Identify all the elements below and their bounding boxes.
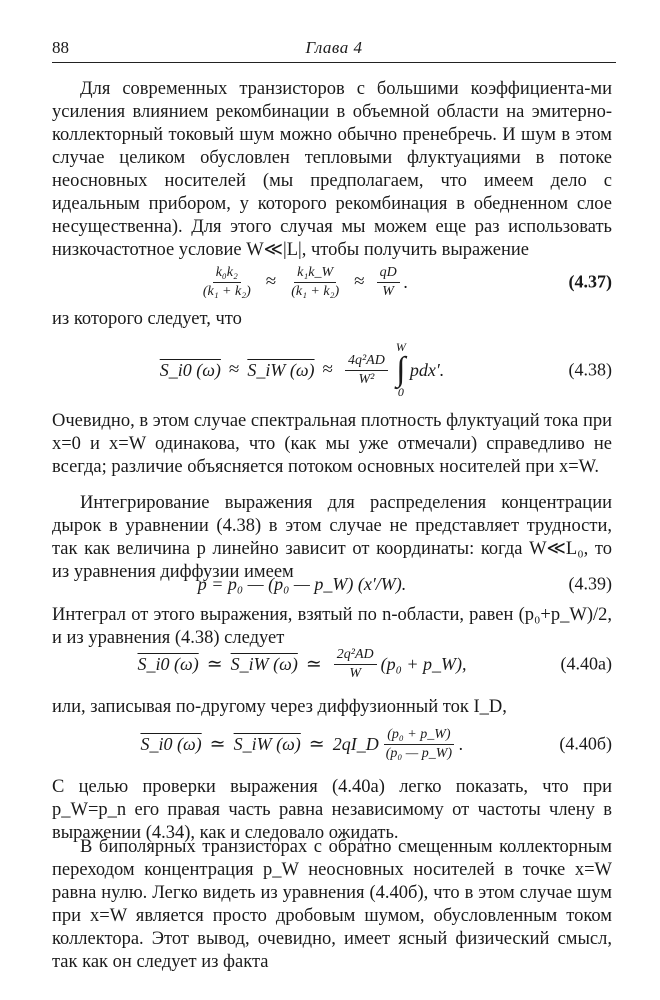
equation-label: (4.38) <box>568 359 612 380</box>
fraction: $\frac{\text{(p₀ + p\_W)}}{\text{(p₀ — p\_W)}}$ <box>385 726 453 761</box>
paragraph-8: В биполярных транзисторах с обратно смещенным коллекторным переходом концентрация p_W неосновных носителей в точке x=W равна нулю. Легко видеть из уравнения (4.40б), что в этом случае шум при x=W является просто дробовым шумом, обусловленным током коллектора. Этот вывод, очевидно, имеет ясный физический смысл, так как он следует из факта <box>52 837 612 972</box>
fraction: $\frac{qD}{W}$ <box>377 265 400 300</box>
chapter-title: Глава 4 <box>305 38 363 57</box>
fraction: $\frac{\text{2q²AD}}{W}$ <box>334 647 377 682</box>
equation-label: (4.39) <box>568 573 612 594</box>
paragraph-5: Интеграл от этого выражения, взятый по n-области, равен (p₀+p_W)/2, и из уравнения (4.38) следует <box>52 605 612 648</box>
paragraph-3: Очевидно, в этом случае спектральная плотность флуктуаций тока при x=0 и x=W одинакова, что (как мы уже отмечали) справедливо не всегда; различие объясняется потоком основных носителей при x=W. <box>52 411 612 477</box>
equation-4-40b: S_i0 (ω) ≃ S_iW (ω) ≃ 2qI_D $\frac{\text{(p₀ + p\_W)}}{\text{(p₀ — p\_W)}}$ . (4.40б) <box>140 726 612 761</box>
equation-4-38: S_i0 (ω) ≈ S_iW (ω) ≈ $\frac{\text{4q²AD}}{\text{W²}}$ W ∫ 0 pdx′. (4.38) <box>159 340 612 399</box>
page-header <box>52 38 616 62</box>
equation-label: (4.40б) <box>559 733 612 754</box>
equation-4-37: $\frac{\text{k₀k₂}}{\text{(k₁ + k₂)}}$ ≈ $\frac{\text{k₁k\_W}}{\text{(k₁ + k₂)}}$ ≈ $\frac{qD}{W}$ . (4.37) <box>52 262 612 302</box>
fraction: $\frac{\text{k₁k\_W}}{\text{(k₁ + k₂)}}$ <box>291 264 340 299</box>
equation-4-40a: S_i0 (ω) ≃ S_iW (ω) ≃ $\frac{\text{2q²AD}}{W}$ (p₀ + p_W), (4.40а) <box>137 646 612 681</box>
paragraph-4: Интегрирование выражения для распределения концентрации дырок в уравнении (4.38) в этом случае не представляет трудности, так как величина p линейно зависит от координаты: когда W≪L₀, то из уравнения диффузии имеем <box>52 493 612 582</box>
equation-label: (4.37) <box>568 271 612 292</box>
header-rule <box>52 62 616 63</box>
paragraph-2: из которого следует, что <box>52 309 242 329</box>
fraction: $\frac{\text{4q²AD}}{\text{W²}}$ <box>345 353 388 388</box>
fraction: $\frac{\text{k₀k₂}}{\text{(k₁ + k₂)}}$ <box>202 264 251 299</box>
integral-sign: W ∫ 0 <box>395 340 406 399</box>
page-number: 88 <box>52 38 69 57</box>
equation-4-39: p = p₀ — (p₀ — p_W) (x′/W). (4.39) <box>197 573 612 594</box>
paragraph-1: Для современных транзисторов с большими коэффициента-ми усиления влиянием рекомбинации в объемной области на эмитерно-коллекторный токовый шум можно обычно пренебречь. И шум в этом случае целиком обусловлен тепловыми флуктуациями в потоке неосновных носителей (мы предполагаем, что имеем дело с идеальным прибором, у которого рекомбинация в обедненном слое несущественна). Для этого случая мы можем еще раз использовать низкочастотное условие W≪|L|, чтобы получить выражение <box>52 79 612 260</box>
paragraph-6: или, записывая по-другому через диффузионный ток I_D, <box>52 697 507 717</box>
equation-label: (4.40а) <box>560 653 612 674</box>
paragraph-7: С целью проверки выражения (4.40а) легко показать, что при p_W=p_n его правая часть равна независимому от частоты члену в выражении (4.34), как и следовало ожидать. <box>52 777 612 843</box>
